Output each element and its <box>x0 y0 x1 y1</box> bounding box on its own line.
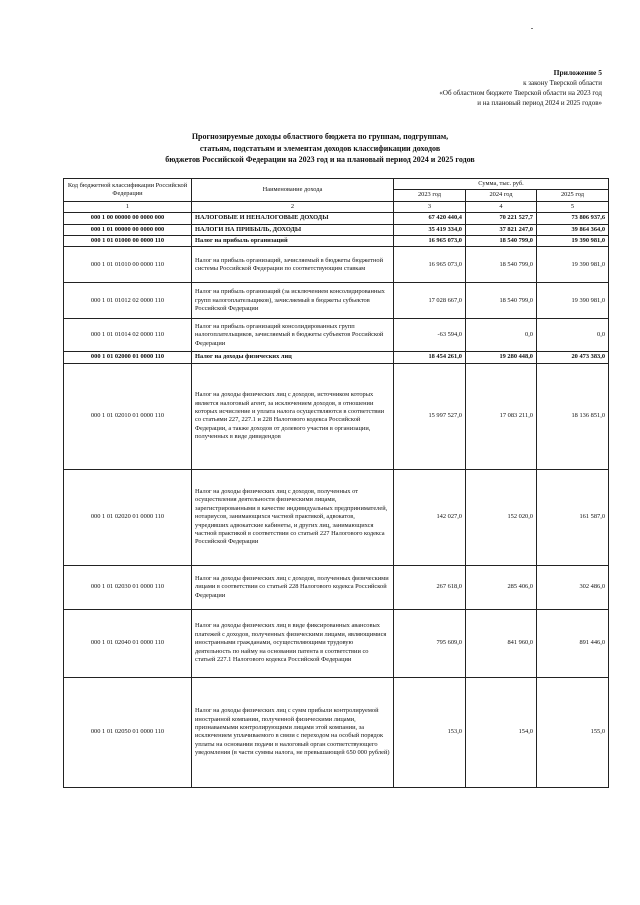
row-value-2023: 18 454 261,0 <box>394 352 466 363</box>
row-value-2023: 142 027,0 <box>394 469 466 565</box>
row-code: 000 1 01 02020 01 0000 110 <box>64 469 192 565</box>
row-value-2023: 16 965 073,0 <box>394 236 466 247</box>
document-title <box>110 131 530 166</box>
header-code: Код бюджетной классификации Российской Федерации <box>64 179 192 202</box>
row-name: НАЛОГОВЫЕ И НЕНАЛОГОВЫЕ ДОХОДЫ <box>192 213 394 224</box>
row-value-2025: 161 587,0 <box>537 469 609 565</box>
row-code: 000 1 00 00000 00 0000 000 <box>64 213 192 224</box>
row-value-2025: 0,0 <box>537 319 609 352</box>
row-value-2024: 18 540 799,0 <box>466 236 537 247</box>
scan-mark <box>531 28 533 29</box>
row-name: НАЛОГИ НА ПРИБЫЛЬ, ДОХОДЫ <box>192 224 394 235</box>
row-value-2024: 0,0 <box>466 319 537 352</box>
row-name: Налог на прибыль организаций, зачисляемый в бюджеты бюджетной системы Российской Федерации по соответствующим ставкам <box>192 247 394 283</box>
row-code: 000 1 01 01010 00 0000 110 <box>64 247 192 283</box>
table-row <box>64 363 609 469</box>
row-value-2025: 19 390 981,0 <box>537 236 609 247</box>
row-code: 000 1 01 01012 02 0000 110 <box>64 283 192 319</box>
header-year-2024: 2024 год <box>466 190 537 201</box>
row-code: 000 1 01 00000 00 0000 000 <box>64 224 192 235</box>
row-value-2023: -63 594,0 <box>394 319 466 352</box>
table-row <box>64 213 609 224</box>
row-value-2024: 19 280 448,0 <box>466 352 537 363</box>
row-value-2024: 18 540 799,0 <box>466 247 537 283</box>
row-value-2024: 152 020,0 <box>466 469 537 565</box>
row-value-2023: 35 419 334,0 <box>394 224 466 235</box>
row-value-2025: 18 136 851,0 <box>537 363 609 469</box>
row-value-2024: 18 540 799,0 <box>466 283 537 319</box>
row-value-2023: 795 609,0 <box>394 609 466 677</box>
table-row <box>64 352 609 363</box>
column-number: 3 <box>394 201 466 212</box>
row-name: Налог на доходы физических лиц с доходов, источником которых является налоговый агент, за исключением доходов, в отношении которых исчисление и уплата налога осуществляются в соответствии со статьями 227, 227.1 и 228 Налогового кодекса Российской Федерации, а также доходов от долевого участия в организации, полученных в виде дивидендов <box>192 363 394 469</box>
row-code: 000 1 01 02040 01 0000 110 <box>64 609 192 677</box>
table-row <box>64 677 609 787</box>
row-code: 000 1 01 01000 00 0000 110 <box>64 236 192 247</box>
column-number: 2 <box>192 201 394 212</box>
table-body <box>64 213 609 788</box>
row-value-2025: 20 473 383,0 <box>537 352 609 363</box>
row-name: Налог на доходы физических лиц с доходов, полученных физическими лицами в соответствии со статьей 228 Налогового кодекса Российской Федерации <box>192 565 394 609</box>
row-value-2024: 17 083 211,0 <box>466 363 537 469</box>
table-row <box>64 283 609 319</box>
header-year-2025: 2025 год <box>537 190 609 201</box>
row-value-2025: 19 390 981,0 <box>537 247 609 283</box>
column-number: 5 <box>537 201 609 212</box>
appendix-line: и на плановый период 2024 и 2025 годов» <box>477 99 602 107</box>
row-value-2025: 19 390 981,0 <box>537 283 609 319</box>
row-value-2025: 891 446,0 <box>537 609 609 677</box>
row-code: 000 1 01 01014 02 0000 110 <box>64 319 192 352</box>
row-value-2024: 841 960,0 <box>466 609 537 677</box>
column-number: 1 <box>64 201 192 212</box>
row-name: Налог на прибыль организаций консолидированных групп налогоплательщиков, зачисляемый в бюджеты субъектов Российской Федерации <box>192 319 394 352</box>
row-value-2023: 17 028 667,0 <box>394 283 466 319</box>
row-name: Налог на доходы физических лиц в виде фиксированных авансовых платежей с доходов, полученных физическими лицами, являющимися иностранными гражданами, осуществляющими трудовую деятельность по найму на основании патента в соответствии со статьей 227.1 Налогового кодекса Российской Федерации <box>192 609 394 677</box>
header-year-2023: 2023 год <box>394 190 466 201</box>
appendix-title: Приложение 5 <box>553 68 602 77</box>
appendix-line: к закону Тверской области <box>523 79 602 87</box>
row-value-2023: 267 618,0 <box>394 565 466 609</box>
revenue-table <box>63 178 609 788</box>
appendix-line: «Об областном бюджете Тверской области на 2023 год <box>439 89 602 97</box>
header-name: Наименование дохода <box>192 179 394 202</box>
row-value-2024: 154,0 <box>466 677 537 787</box>
table-row <box>64 319 609 352</box>
row-value-2023: 15 997 527,0 <box>394 363 466 469</box>
column-number: 4 <box>466 201 537 212</box>
title-line: статьям, подстатьям и элементам доходов классификации доходов <box>199 143 441 153</box>
row-code: 000 1 01 02030 01 0000 110 <box>64 565 192 609</box>
table-row <box>64 469 609 565</box>
row-value-2024: 285 406,0 <box>466 565 537 609</box>
row-name: Налог на прибыль организаций (за исключением консолидированных групп налогоплательщиков), зачисляемый в бюджеты субъектов Российской Федерации <box>192 283 394 319</box>
row-value-2024: 37 821 247,0 <box>466 224 537 235</box>
header-sum: Сумма, тыс. руб. <box>394 179 609 190</box>
appendix-header <box>342 68 602 108</box>
row-value-2025: 73 806 937,6 <box>537 213 609 224</box>
row-value-2023: 16 965 073,0 <box>394 247 466 283</box>
row-value-2025: 155,0 <box>537 677 609 787</box>
table-row <box>64 247 609 283</box>
row-value-2024: 70 221 527,7 <box>466 213 537 224</box>
table-row <box>64 224 609 235</box>
row-name: Налог на доходы физических лиц <box>192 352 394 363</box>
row-code: 000 1 01 02010 01 0000 110 <box>64 363 192 469</box>
row-code: 000 1 01 02000 01 0000 110 <box>64 352 192 363</box>
row-value-2023: 153,0 <box>394 677 466 787</box>
row-value-2025: 39 864 364,0 <box>537 224 609 235</box>
row-name: Налог на прибыль организаций <box>192 236 394 247</box>
table-row <box>64 609 609 677</box>
title-line: бюджетов Российской Федерации на 2023 год и на плановый период 2024 и 2025 годов <box>165 155 475 164</box>
table-row <box>64 236 609 247</box>
row-value-2023: 67 420 440,4 <box>394 213 466 224</box>
title-line: Прогнозируемые доходы областного бюджета по группам, подгруппам, <box>191 132 449 141</box>
row-value-2025: 302 486,0 <box>537 565 609 609</box>
row-code: 000 1 01 02050 01 0000 110 <box>64 677 192 787</box>
row-name: Налог на доходы физических лиц с доходов, полученных от осуществления деятельности физическими лицами, зарегистрированными в качестве индивидуальных предпринимателей, нотариусов, занимающихся частной практикой, адвокатов, учредивших адвокатские кабинеты, и других лиц, занимающихся частной практикой в соответствии со статьей 227 Налогового кодекса Российской Федерации <box>192 469 394 565</box>
table-row <box>64 565 609 609</box>
row-name: Налог на доходы физических лиц с сумм прибыли контролируемой иностранной компании, полученной физическими лицами, признаваемыми контролирующими лицами этой компании, за исключением уплачиваемого в связи с переходом на особый порядок уплаты на основании подачи в налоговый орган соответствующего уведомления (в части суммы налога, не превышающей 650 000 рублей) <box>192 677 394 787</box>
